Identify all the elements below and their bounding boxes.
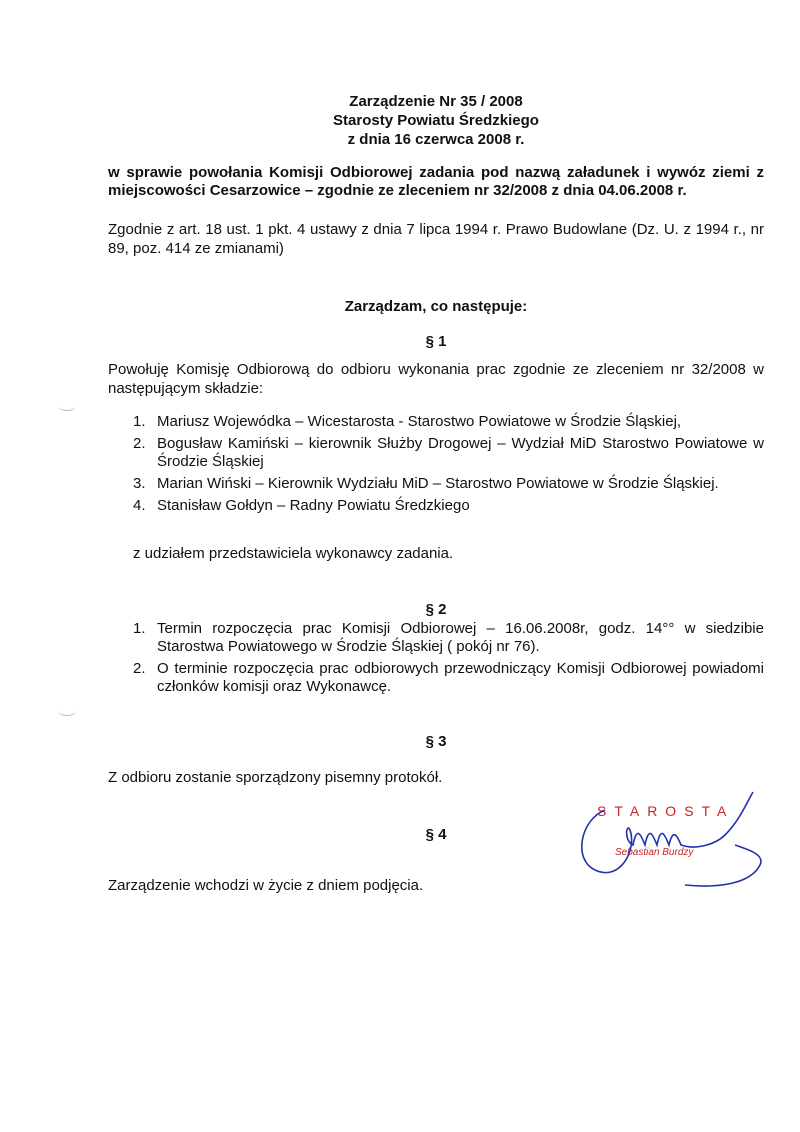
section3-heading: § 3 (425, 733, 447, 750)
section1-intro: Powołuję Komisję Odbiorową do odbioru wykonania prac zgodnie ze zleceniem nr 32/2008 w następującym składzie: (108, 361, 764, 397)
section1-closing: z udziałem przedstawiciela wykonawcy zadania. (133, 545, 454, 562)
issuer: Starosty Powiatu Średzkiego (333, 112, 539, 129)
section1-heading: § 1 (425, 333, 447, 350)
stamp-title: STAROSTA (597, 803, 735, 819)
commission-members-list (133, 413, 764, 519)
section2-heading: § 2 (425, 601, 447, 618)
section4-heading: § 4 (425, 826, 447, 843)
section2-list (133, 620, 764, 700)
list-item: 2. O terminie rozpoczęcia prac odbiorowych przewodniczący Komisji Odbiorowej powiadomi członków komisji oraz Wykonawcę. (133, 660, 764, 695)
punch-hole-mark (58, 400, 76, 411)
list-item: 4. Stanisław Gołdyn – Radny Powiatu Średzkiego (133, 497, 470, 514)
decree-intro: Zarządzam, co następuje: (344, 298, 528, 315)
list-item: 2. Bogusław Kamiński – kierownik Służby Drogowej – Wydział MiD Starostwo Powiatowe w Środzie Śląskiej (133, 435, 764, 470)
list-item: 3. Marian Wiński – Kierownik Wydziału MiD – Starostwo Powiatowe w Środzie Śląskiej. (133, 475, 719, 492)
starosta-stamp (575, 790, 765, 890)
list-item: 1. Termin rozpoczęcia prac Komisji Odbiorowej – 16.06.2008r, godz. 14°° w siedzibie Starostwa Powiatowego w Środzie Śląskiej ( pokój nr 76). (133, 620, 764, 655)
list-item: 1. Mariusz Wojewódka – Wicestarosta - Starostwo Powiatowe w Środzie Śląskiej, (133, 413, 682, 430)
section3-text: Z odbioru zostanie sporządzony pisemny protokół. (108, 769, 443, 786)
section4-text: Zarządzenie wchodzi w życie z dniem podjęcia. (108, 877, 424, 894)
legal-basis: Zgodnie z art. 18 ust. 1 pkt. 4 ustawy z dnia 7 lipca 1994 r. Prawo Budowlane (Dz. U. z 1994 r., nr 89, poz. 414 ze zmianami) (108, 221, 764, 257)
punch-hole-mark (58, 705, 76, 716)
decree-title: Zarządzenie Nr 35 / 2008 (349, 93, 523, 110)
decree-date: z dnia 16 czerwca 2008 r. (347, 131, 525, 148)
stamp-name: Sebastian Burdzy (615, 847, 694, 858)
decree-subject: w sprawie powołania Komisji Odbiorowej zadania pod nazwą załadunek i wywóz ziemi z miejscowości Cesarzowice – zgodnie ze zleceniem nr 32/2008 z dnia 04.06.2008 r. (108, 164, 764, 199)
